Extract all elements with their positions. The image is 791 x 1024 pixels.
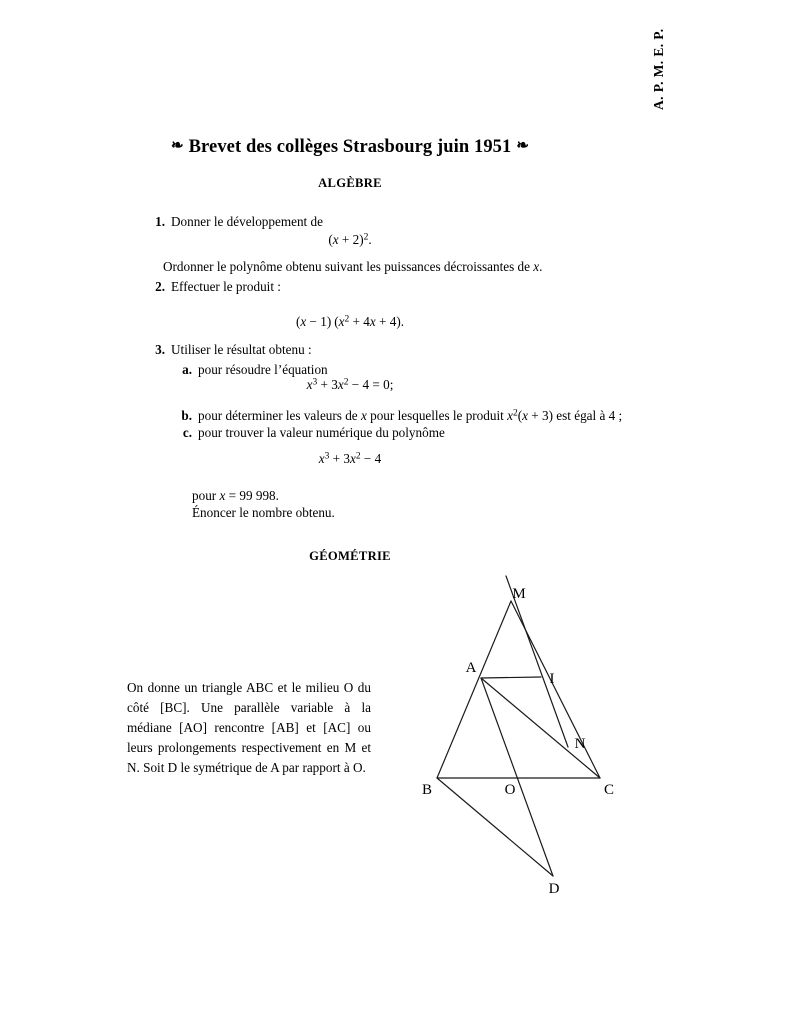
flourish-right-icon: ❧ (516, 138, 530, 154)
figure-label-M: M (512, 586, 526, 602)
closing-line-1: pour x = 99 998. (192, 488, 279, 503)
list-item-1-number: 1. (155, 214, 165, 229)
formula-1: $(x + 2)^2$. (328, 232, 372, 247)
page-title (0, 136, 700, 158)
segment-BM (437, 601, 511, 778)
list-item-1-text: Donner le développement de (171, 214, 323, 229)
formula-3a: $x^3 + 3x^2 - 4 = 0$; (306, 377, 394, 392)
section-heading-algebra: ALGÈBRE (318, 176, 382, 190)
figure-label-N: N (574, 736, 586, 752)
figure-label-I: I (549, 671, 555, 687)
list-item-3b (176, 405, 622, 424)
geometry-figure (400, 565, 650, 910)
figure-label-O: O (504, 782, 516, 798)
list-item-3b-number: b. (181, 407, 192, 423)
list-item-3c-number: c. (182, 425, 192, 440)
list-item-3 (145, 341, 312, 358)
list-item-2 (145, 278, 281, 295)
geometry-statement: On donne un triangle ABC et le milieu O du côté [BC]. Une parallèle variable à la médiane [AO] rencontre [AB] et [AC] ou leurs prolongements respectivement en M et N. Soit D le symétrique de A par rapport à O. (127, 680, 371, 775)
apmep-vertical-mark: A. P. M. E. P. (651, 28, 666, 110)
title-text: Brevet des collèges Strasbourg juin 1951 (188, 137, 512, 157)
list-item-3a-number: a. (182, 362, 192, 377)
list-item-3c-text: pour trouver la valeur numérique du polynôme (198, 425, 445, 440)
list-item-3-number: 3. (155, 342, 165, 357)
list-item-3c (176, 424, 445, 441)
formula-2: (x − 1) $(x^2 + 4x + 4)$. (295, 314, 405, 329)
flourish-left-icon: ❧ (170, 138, 184, 154)
list-item-1-followup: Ordonner le polynôme obtenu suivant les puissances décroissantes de x. (163, 259, 543, 274)
section-heading-geometry: GÉOMÉTRIE (309, 549, 391, 563)
list-item-3b-text: pour déterminer les valeurs de x pour lesquelles le produit $x^2(x + 3)$ est égal à 4 ; (198, 407, 623, 423)
figure-label-A: A (465, 660, 477, 676)
closing-line-2: Énoncer le nombre obtenu. (192, 505, 335, 520)
list-item-2-text: Effectuer le produit : (171, 279, 281, 294)
segment-AI (481, 677, 541, 678)
segment-MC (511, 601, 600, 778)
list-item-1 (145, 213, 323, 230)
list-item-3a (176, 361, 328, 378)
figure-label-C: C (603, 782, 615, 798)
list-item-2-number: 2. (155, 279, 165, 294)
figure-label-B: B (421, 782, 433, 798)
list-item-3a-text: pour résoudre l’équation (198, 362, 328, 377)
figure-label-D: D (548, 881, 560, 897)
formula-3c: $x^3 + 3x^2 - 4$ (318, 451, 382, 466)
list-item-3-text: Utiliser le résultat obtenu : (171, 342, 312, 357)
